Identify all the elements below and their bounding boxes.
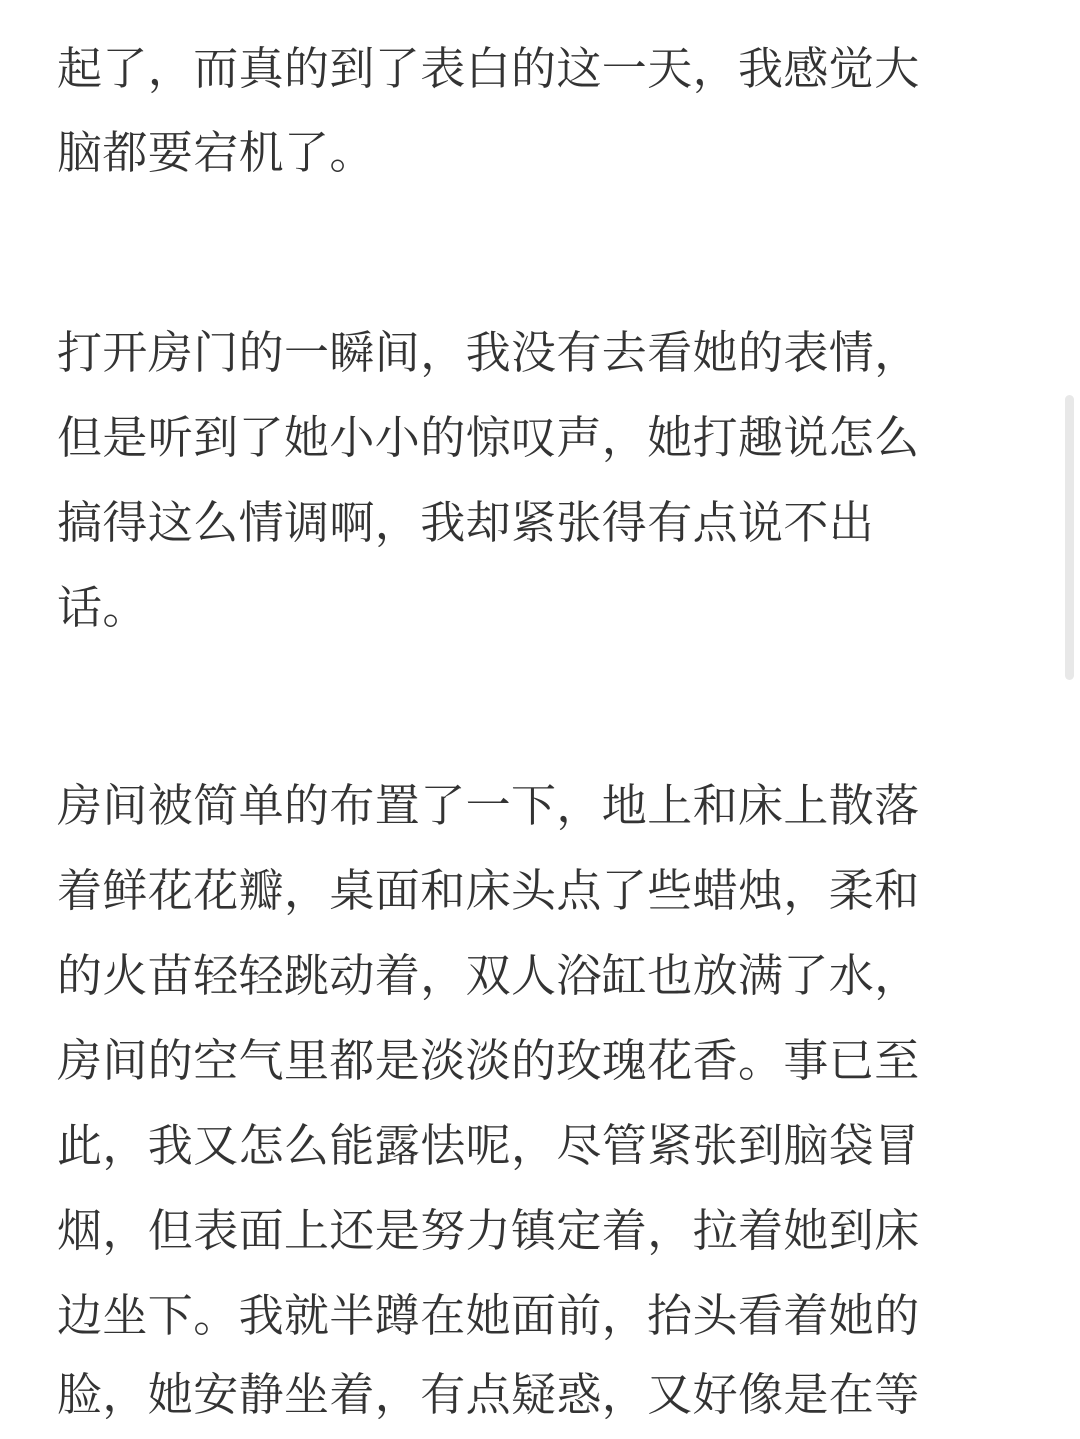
text-line: 烟，但表面上还是努力镇定着，拉着她到床 [57,1204,920,1257]
text-line: 话。 [57,581,148,634]
text-line: 房间的空气里都是淡淡的玫瑰花香。事已至 [57,1034,920,1087]
text-line: 着鲜花花瓣，桌面和床头点了些蜡烛，柔和 [57,864,920,917]
text-line: 但是听到了她小小的惊叹声，她打趣说怎么 [57,411,920,464]
text-line: 房间被简单的布置了一下，地上和床上散落 [57,779,920,832]
text-line: 打开房门的一瞬间，我没有去看她的表情， [57,326,920,379]
text-line: 边坐下。我就半蹲在她面前，抬头看着她的 [57,1289,920,1342]
text-line: 的火苗轻轻跳动着，双人浴缸也放满了水， [57,949,920,1002]
text-line: 脸，她安静坐着，有点疑惑，又好像是在等 [57,1368,920,1421]
text-line: 脑都要宕机了。 [57,126,375,179]
text-line: 此，我又怎么能露怯呢，尽管紧张到脑袋冒 [57,1119,920,1172]
vertical-scrollbar[interactable] [1065,395,1074,680]
text-line: 起了，而真的到了表白的这一天，我感觉大 [57,42,920,95]
text-line: 搞得这么情调啊，我却紧张得有点说不出 [57,496,875,549]
